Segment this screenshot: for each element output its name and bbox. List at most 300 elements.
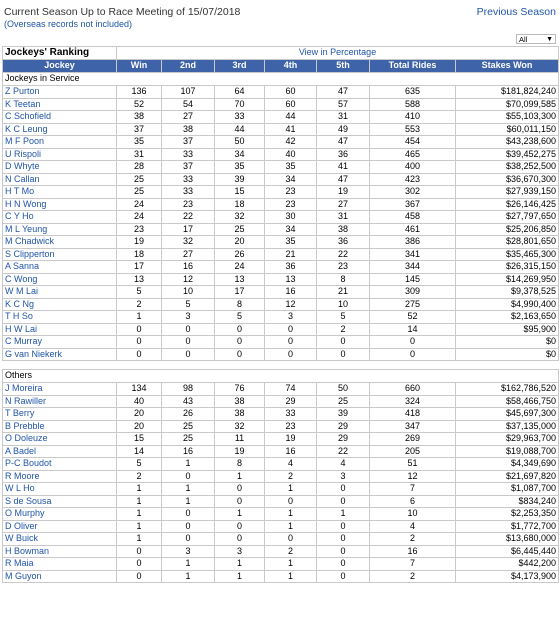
table-cell: 50 bbox=[215, 136, 265, 149]
table-cell: 10 bbox=[162, 286, 215, 299]
table-row bbox=[3, 383, 559, 396]
table-cell: 18 bbox=[215, 198, 265, 211]
table-cell: 44 bbox=[265, 111, 317, 124]
table-cell: $55,103,300 bbox=[456, 111, 559, 124]
table-cell: 588 bbox=[370, 98, 456, 111]
table-row bbox=[3, 420, 559, 433]
table-cell: 7 bbox=[370, 483, 456, 496]
table-cell: 23 bbox=[162, 198, 215, 211]
table-cell: $43,238,600 bbox=[456, 136, 559, 149]
table-cell: 3 bbox=[162, 311, 215, 324]
season-filter-value: All bbox=[519, 35, 528, 44]
table-row bbox=[3, 148, 559, 161]
table-row bbox=[3, 533, 559, 546]
table-cell: 38 bbox=[215, 408, 265, 421]
table-cell: 0 bbox=[215, 336, 265, 349]
jockey-name-link[interactable]: C Wong bbox=[3, 273, 117, 286]
table-row bbox=[3, 470, 559, 483]
table-cell: 21 bbox=[317, 286, 370, 299]
table-cell: 324 bbox=[370, 395, 456, 408]
col-2nd[interactable]: 2nd bbox=[162, 60, 215, 73]
overseas-note: (Overseas records not included) bbox=[4, 19, 133, 29]
table-cell: 25 bbox=[317, 395, 370, 408]
table-cell: 32 bbox=[215, 420, 265, 433]
table-cell: 70 bbox=[215, 98, 265, 111]
table-cell: 0 bbox=[265, 495, 317, 508]
table-cell: 309 bbox=[370, 286, 456, 299]
jockey-name-link[interactable]: W Buick bbox=[3, 533, 117, 546]
table-cell: $29,963,700 bbox=[456, 433, 559, 446]
table-cell: 1 bbox=[265, 570, 317, 583]
table-row bbox=[3, 211, 559, 224]
table-cell: 275 bbox=[370, 298, 456, 311]
table-row bbox=[3, 311, 559, 324]
table-cell: 0 bbox=[162, 470, 215, 483]
col-3rd[interactable]: 3rd bbox=[215, 60, 265, 73]
table-cell: $39,452,275 bbox=[456, 148, 559, 161]
jockey-name-link[interactable]: C Schofield bbox=[3, 111, 117, 124]
table-cell: $4,990,400 bbox=[456, 298, 559, 311]
table-cell: 31 bbox=[117, 148, 162, 161]
col-jockey[interactable]: Jockey bbox=[3, 60, 117, 73]
table-cell: 52 bbox=[370, 311, 456, 324]
table-cell: 26 bbox=[215, 248, 265, 261]
jockey-name-link[interactable]: H N Wong bbox=[3, 198, 117, 211]
col-stakes-won[interactable]: Stakes Won bbox=[456, 60, 559, 73]
jockey-name-link[interactable]: H T Mo bbox=[3, 186, 117, 199]
table-cell: 24 bbox=[215, 261, 265, 274]
jockey-name-link[interactable]: P-C Boudot bbox=[3, 458, 117, 471]
table-cell: 27 bbox=[317, 198, 370, 211]
filter-bar bbox=[0, 32, 560, 46]
table-cell: 39 bbox=[317, 408, 370, 421]
table-cell: 23 bbox=[265, 186, 317, 199]
table-row bbox=[3, 483, 559, 496]
table-cell: 0 bbox=[317, 520, 370, 533]
jockey-name-link[interactable]: K C Ng bbox=[3, 298, 117, 311]
jockey-name-link[interactable]: T Berry bbox=[3, 408, 117, 421]
table-cell: 0 bbox=[117, 545, 162, 558]
table-row bbox=[3, 348, 559, 361]
table-cell: 16 bbox=[265, 286, 317, 299]
table-cell: 25 bbox=[117, 173, 162, 186]
table-cell: 38 bbox=[215, 395, 265, 408]
jockey-name-link[interactable]: A Sanna bbox=[3, 261, 117, 274]
table-cell: 423 bbox=[370, 173, 456, 186]
jockey-name-link[interactable]: R Moore bbox=[3, 470, 117, 483]
table-cell: $0 bbox=[456, 336, 559, 349]
table-cell: $9,378,525 bbox=[456, 286, 559, 299]
table-cell: $2,253,350 bbox=[456, 508, 559, 521]
table-cell: 1 bbox=[162, 483, 215, 496]
table-cell: $95,900 bbox=[456, 323, 559, 336]
table-cell: $4,173,900 bbox=[456, 570, 559, 583]
table-cell: 0 bbox=[215, 323, 265, 336]
previous-season-link[interactable]: Previous Season bbox=[476, 6, 556, 18]
table-row bbox=[3, 336, 559, 349]
table-cell: $27,797,650 bbox=[456, 211, 559, 224]
table-row bbox=[3, 298, 559, 311]
col-5th[interactable]: 5th bbox=[317, 60, 370, 73]
table-cell: 21 bbox=[265, 248, 317, 261]
table-cell: 37 bbox=[117, 123, 162, 136]
jockey-ranking-table bbox=[2, 46, 559, 583]
page-title: Current Season Up to Race Meeting of 15/07/2018 bbox=[4, 6, 241, 18]
table-cell: 1 bbox=[117, 483, 162, 496]
table-cell: 39 bbox=[215, 173, 265, 186]
table-row bbox=[3, 248, 559, 261]
table-cell: 13 bbox=[265, 273, 317, 286]
jockey-name-link[interactable]: O Doleuze bbox=[3, 433, 117, 446]
table-cell: 17 bbox=[162, 223, 215, 236]
table-cell: 17 bbox=[215, 286, 265, 299]
table-row bbox=[3, 98, 559, 111]
table-cell: 29 bbox=[317, 433, 370, 446]
table-row bbox=[3, 545, 559, 558]
section-header-row bbox=[3, 370, 559, 383]
view-percentage-link[interactable]: View in Percentage bbox=[117, 47, 559, 60]
table-cell: 10 bbox=[370, 508, 456, 521]
table-cell: 660 bbox=[370, 383, 456, 396]
table-cell: $1,772,700 bbox=[456, 520, 559, 533]
table-cell: 74 bbox=[265, 383, 317, 396]
table-cell: 1 bbox=[162, 570, 215, 583]
jockey-name-link[interactable]: O Murphy bbox=[3, 508, 117, 521]
table-cell: 0 bbox=[117, 348, 162, 361]
table-cell: 34 bbox=[265, 173, 317, 186]
table-cell: 25 bbox=[162, 433, 215, 446]
table-cell: 465 bbox=[370, 148, 456, 161]
table-cell: 32 bbox=[162, 236, 215, 249]
table-cell: 0 bbox=[370, 336, 456, 349]
table-cell: $38,252,500 bbox=[456, 161, 559, 174]
table-cell: 4 bbox=[370, 520, 456, 533]
ranking-header-row bbox=[3, 47, 559, 60]
table-cell: 35 bbox=[215, 161, 265, 174]
table-cell: 5 bbox=[162, 298, 215, 311]
table-cell: 52 bbox=[117, 98, 162, 111]
jockey-name-link[interactable]: D Whyte bbox=[3, 161, 117, 174]
table-cell: 34 bbox=[265, 223, 317, 236]
table-cell: 0 bbox=[317, 545, 370, 558]
table-row bbox=[3, 173, 559, 186]
table-cell: $35,465,300 bbox=[456, 248, 559, 261]
table-cell: 8 bbox=[215, 298, 265, 311]
table-cell: $70,099,585 bbox=[456, 98, 559, 111]
table-cell: 400 bbox=[370, 161, 456, 174]
col-total-rides[interactable]: Total Rides bbox=[370, 60, 456, 73]
table-row bbox=[3, 161, 559, 174]
table-cell: 7 bbox=[370, 558, 456, 571]
table-cell: $442,200 bbox=[456, 558, 559, 571]
table-cell: 20 bbox=[117, 420, 162, 433]
table-row bbox=[3, 508, 559, 521]
table-cell: 0 bbox=[317, 533, 370, 546]
table-cell: 0 bbox=[215, 520, 265, 533]
table-cell: 31 bbox=[317, 111, 370, 124]
table-cell: 23 bbox=[265, 198, 317, 211]
table-cell: 19 bbox=[317, 186, 370, 199]
jockey-name-link[interactable]: H W Lai bbox=[3, 323, 117, 336]
table-cell: 0 bbox=[117, 336, 162, 349]
jockey-name-link[interactable]: T H So bbox=[3, 311, 117, 324]
table-cell: 28 bbox=[117, 161, 162, 174]
jockey-name-link[interactable]: D Oliver bbox=[3, 520, 117, 533]
table-row bbox=[3, 261, 559, 274]
table-cell: 57 bbox=[317, 98, 370, 111]
table-cell: 136 bbox=[117, 86, 162, 99]
table-cell: 24 bbox=[117, 211, 162, 224]
table-cell: 145 bbox=[370, 273, 456, 286]
table-cell: 418 bbox=[370, 408, 456, 421]
table-cell: 49 bbox=[317, 123, 370, 136]
table-cell: 33 bbox=[162, 148, 215, 161]
table-cell: 35 bbox=[265, 236, 317, 249]
table-cell: 29 bbox=[317, 420, 370, 433]
table-cell: $181,824,240 bbox=[456, 86, 559, 99]
table-cell: 386 bbox=[370, 236, 456, 249]
table-cell: 1 bbox=[162, 495, 215, 508]
table-cell: 31 bbox=[317, 211, 370, 224]
table-cell: 4 bbox=[265, 458, 317, 471]
jockey-name-link[interactable]: B Prebble bbox=[3, 420, 117, 433]
table-cell: 0 bbox=[370, 348, 456, 361]
table-cell: 367 bbox=[370, 198, 456, 211]
season-filter-select[interactable] bbox=[516, 34, 556, 44]
table-cell: 41 bbox=[317, 161, 370, 174]
table-cell: 0 bbox=[215, 483, 265, 496]
table-cell: $28,801,650 bbox=[456, 236, 559, 249]
jockey-name-link[interactable]: A Badel bbox=[3, 445, 117, 458]
table-cell: $26,146,425 bbox=[456, 198, 559, 211]
jockey-name-link[interactable]: R Maia bbox=[3, 558, 117, 571]
table-cell: $27,939,150 bbox=[456, 186, 559, 199]
table-cell: 10 bbox=[317, 298, 370, 311]
table-cell: 1 bbox=[265, 483, 317, 496]
jockey-name-link[interactable]: C Y Ho bbox=[3, 211, 117, 224]
table-row bbox=[3, 223, 559, 236]
jockey-name-link[interactable]: M Guyon bbox=[3, 570, 117, 583]
table-cell: 134 bbox=[117, 383, 162, 396]
table-cell: 2 bbox=[370, 570, 456, 583]
table-cell: 205 bbox=[370, 445, 456, 458]
table-row bbox=[3, 433, 559, 446]
table-cell: 38 bbox=[117, 111, 162, 124]
table-cell: 44 bbox=[215, 123, 265, 136]
table-cell: 54 bbox=[162, 98, 215, 111]
table-cell: 64 bbox=[215, 86, 265, 99]
table-cell: 1 bbox=[117, 533, 162, 546]
table-cell: 20 bbox=[117, 408, 162, 421]
table-cell: 2 bbox=[117, 470, 162, 483]
table-cell: 15 bbox=[117, 433, 162, 446]
table-cell: 13 bbox=[117, 273, 162, 286]
table-cell: 33 bbox=[215, 111, 265, 124]
table-cell: 12 bbox=[265, 298, 317, 311]
table-cell: 27 bbox=[162, 111, 215, 124]
table-row bbox=[3, 558, 559, 571]
table-cell: $2,163,650 bbox=[456, 311, 559, 324]
table-cell: 553 bbox=[370, 123, 456, 136]
table-cell: 36 bbox=[317, 236, 370, 249]
jockey-name-link[interactable]: W M Lai bbox=[3, 286, 117, 299]
table-cell: 60 bbox=[265, 98, 317, 111]
table-row bbox=[3, 198, 559, 211]
table-cell: 25 bbox=[162, 420, 215, 433]
jockey-name-link[interactable]: S Clipperton bbox=[3, 248, 117, 261]
spacer-cell bbox=[3, 361, 559, 370]
table-cell: 37 bbox=[162, 161, 215, 174]
table-cell: $21,697,820 bbox=[456, 470, 559, 483]
table-cell: 36 bbox=[265, 261, 317, 274]
table-cell: 16 bbox=[265, 445, 317, 458]
col-4th[interactable]: 4th bbox=[265, 60, 317, 73]
section-title: Jockeys in Service bbox=[3, 73, 559, 86]
jockey-name-link[interactable]: W L Ho bbox=[3, 483, 117, 496]
table-row bbox=[3, 136, 559, 149]
table-cell: 0 bbox=[215, 495, 265, 508]
table-cell: 22 bbox=[162, 211, 215, 224]
table-row bbox=[3, 570, 559, 583]
table-row bbox=[3, 323, 559, 336]
table-cell: $834,240 bbox=[456, 495, 559, 508]
table-cell: 16 bbox=[162, 261, 215, 274]
table-cell: 0 bbox=[265, 336, 317, 349]
table-cell: 269 bbox=[370, 433, 456, 446]
table-cell: 29 bbox=[265, 395, 317, 408]
table-cell: 0 bbox=[317, 570, 370, 583]
table-row bbox=[3, 273, 559, 286]
table-cell: 32 bbox=[215, 211, 265, 224]
table-cell: 17 bbox=[117, 261, 162, 274]
table-cell: 2 bbox=[117, 298, 162, 311]
column-header-row bbox=[3, 60, 559, 73]
jockey-name-link[interactable]: N Rawiller bbox=[3, 395, 117, 408]
col-win[interactable]: Win bbox=[117, 60, 162, 73]
table-row bbox=[3, 236, 559, 249]
jockey-name-link[interactable]: C Murray bbox=[3, 336, 117, 349]
table-cell: 0 bbox=[162, 508, 215, 521]
table-cell: 14 bbox=[117, 445, 162, 458]
table-cell: 1 bbox=[117, 520, 162, 533]
table-cell: 3 bbox=[215, 545, 265, 558]
table-cell: 0 bbox=[215, 348, 265, 361]
table-cell: 40 bbox=[117, 395, 162, 408]
table-cell: 42 bbox=[265, 136, 317, 149]
table-cell: $4,349,690 bbox=[456, 458, 559, 471]
table-cell: 1 bbox=[215, 508, 265, 521]
table-cell: 13 bbox=[215, 273, 265, 286]
table-cell: 0 bbox=[317, 495, 370, 508]
table-cell: 98 bbox=[162, 383, 215, 396]
table-cell: 34 bbox=[215, 148, 265, 161]
jockey-name-link[interactable]: K Teetan bbox=[3, 98, 117, 111]
jockey-name-link[interactable]: S de Sousa bbox=[3, 495, 117, 508]
table-cell: 35 bbox=[265, 161, 317, 174]
table-cell: 47 bbox=[317, 173, 370, 186]
jockey-name-link[interactable]: M L Yeung bbox=[3, 223, 117, 236]
table-cell: 302 bbox=[370, 186, 456, 199]
jockey-name-link[interactable]: G van Niekerk bbox=[3, 348, 117, 361]
table-cell: 43 bbox=[162, 395, 215, 408]
jockey-name-link[interactable]: K C Leung bbox=[3, 123, 117, 136]
table-cell: $58,466,750 bbox=[456, 395, 559, 408]
table-cell: 0 bbox=[215, 533, 265, 546]
jockey-name-link[interactable]: M Chadwick bbox=[3, 236, 117, 249]
table-cell: 1 bbox=[265, 558, 317, 571]
table-cell: 1 bbox=[317, 508, 370, 521]
table-cell: 3 bbox=[265, 311, 317, 324]
table-cell: 410 bbox=[370, 111, 456, 124]
table-cell: 5 bbox=[117, 286, 162, 299]
table-cell: 2 bbox=[265, 470, 317, 483]
table-cell: 33 bbox=[265, 408, 317, 421]
table-cell: 47 bbox=[317, 86, 370, 99]
jockey-name-link[interactable]: H Bowman bbox=[3, 545, 117, 558]
jockey-name-link[interactable]: M F Poon bbox=[3, 136, 117, 149]
table-row bbox=[3, 520, 559, 533]
table-row bbox=[3, 458, 559, 471]
table-cell: 461 bbox=[370, 223, 456, 236]
table-cell: 1 bbox=[215, 558, 265, 571]
table-cell: 344 bbox=[370, 261, 456, 274]
table-cell: 1 bbox=[162, 458, 215, 471]
jockey-name-link[interactable]: Z Purton bbox=[3, 86, 117, 99]
table-cell: 76 bbox=[215, 383, 265, 396]
ranking-title: Jockeys' Ranking bbox=[3, 47, 117, 60]
table-cell: 16 bbox=[162, 445, 215, 458]
jockey-name-link[interactable]: N Callan bbox=[3, 173, 117, 186]
table-cell: 23 bbox=[317, 261, 370, 274]
table-cell: 1 bbox=[265, 520, 317, 533]
table-cell: 19 bbox=[117, 236, 162, 249]
table-cell: 3 bbox=[162, 545, 215, 558]
table-cell: $13,680,000 bbox=[456, 533, 559, 546]
table-cell: $45,697,300 bbox=[456, 408, 559, 421]
table-row bbox=[3, 111, 559, 124]
table-cell: 5 bbox=[215, 311, 265, 324]
table-cell: 2 bbox=[265, 545, 317, 558]
table-cell: $36,670,300 bbox=[456, 173, 559, 186]
table-cell: 0 bbox=[117, 570, 162, 583]
table-cell: 36 bbox=[317, 148, 370, 161]
section-header-row bbox=[3, 73, 559, 86]
table-cell: 51 bbox=[370, 458, 456, 471]
table-cell: 47 bbox=[317, 136, 370, 149]
table-row bbox=[3, 408, 559, 421]
table-row bbox=[3, 395, 559, 408]
table-cell: 635 bbox=[370, 86, 456, 99]
table-cell: 1 bbox=[265, 508, 317, 521]
table-cell: 19 bbox=[265, 433, 317, 446]
table-cell: 18 bbox=[117, 248, 162, 261]
table-cell: 33 bbox=[162, 173, 215, 186]
table-cell: 0 bbox=[317, 348, 370, 361]
table-cell: 22 bbox=[317, 248, 370, 261]
table-cell: 107 bbox=[162, 86, 215, 99]
jockey-name-link[interactable]: J Moreira bbox=[3, 383, 117, 396]
table-cell: 16 bbox=[370, 545, 456, 558]
table-cell: 0 bbox=[162, 520, 215, 533]
table-cell: 23 bbox=[265, 420, 317, 433]
table-cell: $26,315,150 bbox=[456, 261, 559, 274]
table-cell: 22 bbox=[317, 445, 370, 458]
table-cell: 33 bbox=[162, 186, 215, 199]
jockey-name-link[interactable]: U Rispoli bbox=[3, 148, 117, 161]
table-cell: 37 bbox=[162, 136, 215, 149]
section-title: Others bbox=[3, 370, 559, 383]
table-cell: 25 bbox=[117, 186, 162, 199]
